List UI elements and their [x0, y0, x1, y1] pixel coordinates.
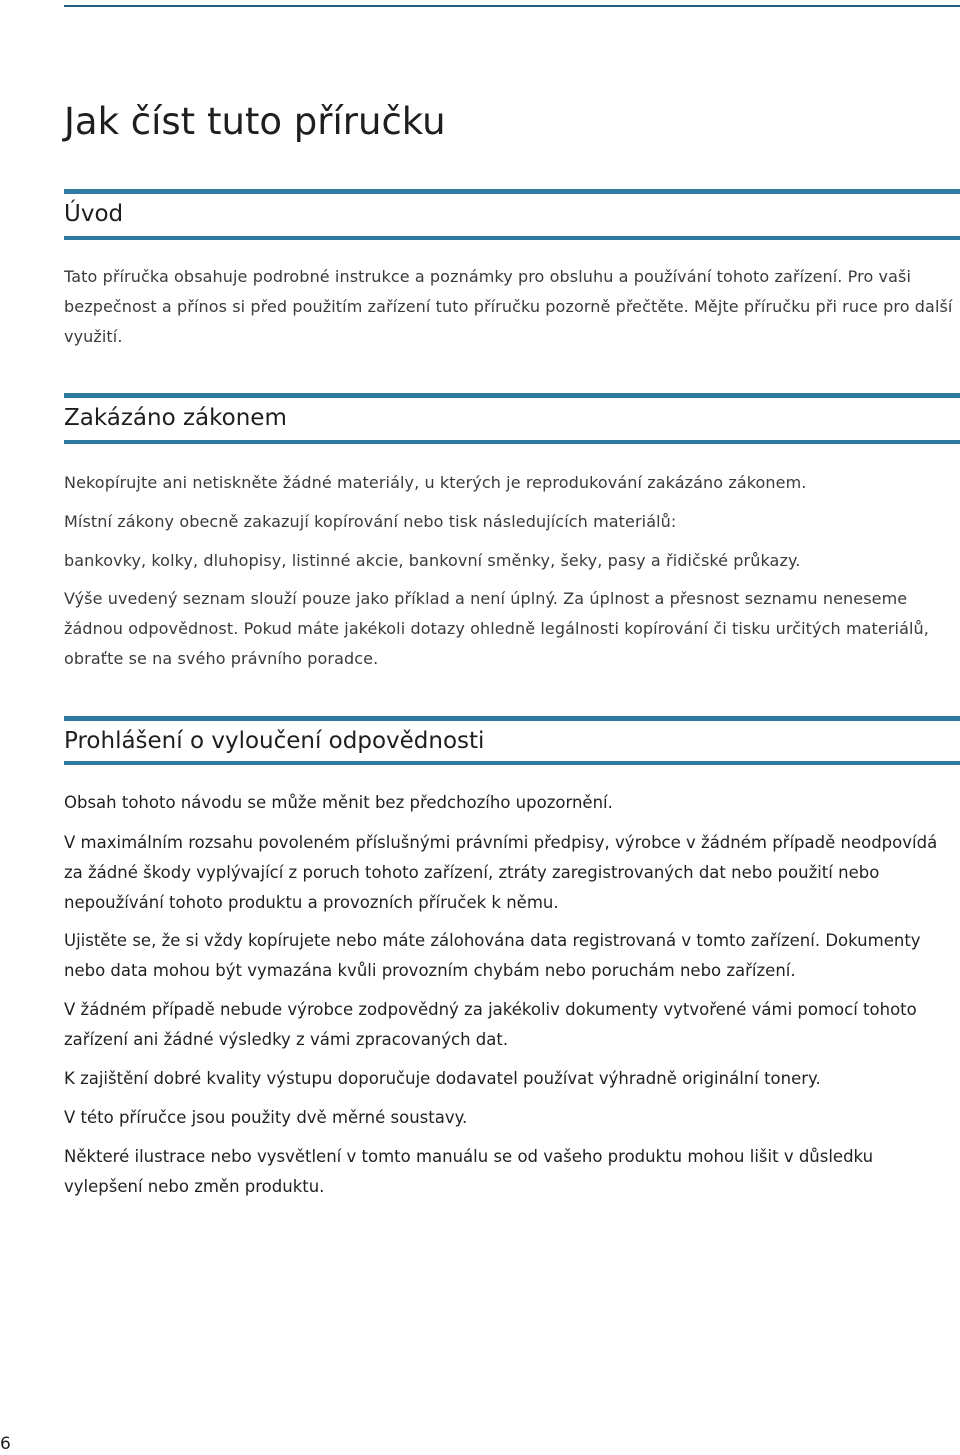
section-rule-top [64, 716, 960, 721]
section-rule-top [64, 189, 960, 194]
section-zakazano [64, 393, 960, 448]
section-prohlaseni [64, 716, 960, 771]
section-rule-top [64, 393, 960, 398]
paragraph-zakazano-2: Místní zákony obecně zakazují kopírování nebo tisk následujících materiálů: [64, 512, 677, 531]
paragraph-prohlaseni-5: K zajištění dobré kvality výstupu doporučuje dodavatel používat výhradně originální tonery. [64, 1069, 821, 1088]
page-number: 6 [0, 1434, 11, 1454]
paragraph-prohlaseni-6: V této příručce jsou použity dvě měrné soustavy. [64, 1108, 468, 1127]
page-title: Jak číst tuto příručku [64, 100, 446, 143]
top-rule [64, 5, 960, 7]
section-uvod [64, 189, 960, 244]
paragraph-prohlaseni-2: V maximálním rozsahu povoleném příslušnými právními předpisy, výrobce v žádném případě neodpovídá za žádné škody vyplývající z poruch tohoto zařízení, ztráty zaregistrovaných dat nebo použití nebo nepoužívání tohoto produktu a provozních příruček k němu. [64, 833, 938, 912]
section-heading-zakazano: Zakázáno zákonem [64, 405, 287, 431]
paragraph-zakazano-4: Výše uvedený seznam slouží pouze jako příklad a není úplný. Za úplnost a přesnost seznamu neneseme žádnou odpovědnost. Pokud máte jakékoli dotazy ohledně legálnosti kopírování či tisku určitých materiálů, obraťte se na svého právního poradce. [64, 589, 929, 668]
paragraph-prohlaseni-4: V žádném případě nebude výrobce zodpovědný za jakékoliv dokumenty vytvořené vámi pomocí tohoto zařízení ani žádné výsledky z vámi zpracovaných dat. [64, 1000, 917, 1049]
section-rule-bottom [64, 761, 960, 765]
paragraph-zakazano-3: bankovky, kolky, dluhopisy, listinné akcie, bankovní směnky, šeky, pasy a řidičské průkazy. [64, 551, 801, 570]
paragraph-zakazano-1: Nekopírujte ani netiskněte žádné materiály, u kterých je reprodukování zakázáno zákonem. [64, 473, 807, 492]
paragraph-prohlaseni-3: Ujistěte se, že si vždy kopírujete nebo máte zálohována data registrovaná v tomto zařízení. Dokumenty nebo data mohou být vymazána kvůli provozním chybám nebo poruchám nebo zařízení. [64, 931, 921, 980]
paragraph-prohlaseni-7: Některé ilustrace nebo vysvětlení v tomto manuálu se od vašeho produktu mohou lišit v důsledku vylepšení nebo změn produktu. [64, 1147, 874, 1196]
paragraph-prohlaseni-1: Obsah tohoto návodu se může měnit bez předchozího upozornění. [64, 793, 613, 812]
paragraph-uvod-1: Tato příručka obsahuje podrobné instrukce a poznámky pro obsluhu a používání tohoto zařízení. Pro vaši bezpečnost a přínos si před použitím zařízení tuto příručku pozorně přečtěte. Mějte příručku při ruce pro další využití. [64, 267, 953, 346]
section-rule-bottom [64, 236, 960, 240]
section-heading-prohlaseni: Prohlášení o vyloučení odpovědnosti [64, 728, 485, 754]
section-heading-uvod: Úvod [64, 201, 124, 227]
section-rule-bottom [64, 440, 960, 444]
